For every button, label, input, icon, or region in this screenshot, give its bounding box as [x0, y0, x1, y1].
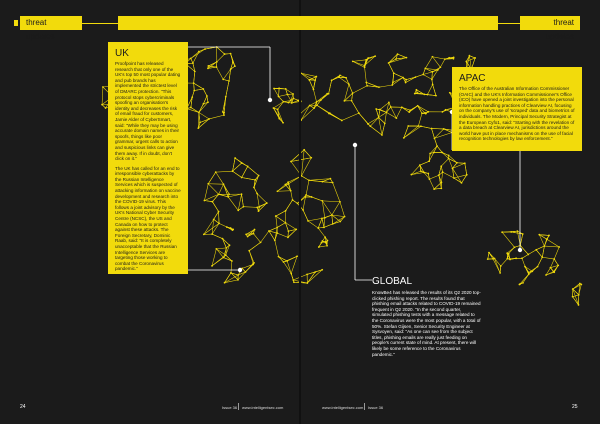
uk-paragraph-1: Proofpoint has released research that only one of the UK's top 50 most popular dating and pub brands has implemented the strictest level of DMARC protection. "This protocol stops cybercriminals spoofing an organisation's identity and decreases the risk of email fraud for customers, Jamie Alder of CyberSmart, said: "While they may be using accurate domain names in their spoofs, things like poor grammar, urgent calls to action and suspicious links can give them away. If in doubt, don't click on it.": [115, 61, 181, 162]
footer-divider-right: [364, 403, 365, 410]
header-rule-right: [498, 23, 520, 24]
apac-paragraph: The Office of the Australian Information Commissioner (OAIC) and the UK's Information Commissioner's Office (ICO) have opened a joint investigation into the personal information handling practices of Clearview AI, focusing on the company's use of 'scraped' data and biometrics of individuals. The Modern, Principal Security Strategist at the European Cyfo1, said: "Starting with the revelation of a data breach at Clearview AI, jurisdictions around the world have put in place mechanisms on the use of facial recognition technologies by law enforcement.": [459, 86, 575, 142]
global-heading: GLOBAL: [372, 276, 413, 287]
footer-divider-left: [238, 403, 239, 410]
header-rule-left: [82, 23, 118, 24]
page-number-right: 25: [572, 404, 578, 410]
header-bar: [118, 16, 498, 30]
uk-paragraph-2: The UK has called for an end to irresponsible cyberattacks by the Russian Intelligence Services which is suspected of attacking information on vaccine development and research into the COVID-19 virus. This follows a joint advisory by the UK's National Cyber Security Centre (NCSC), the US and Canada on how to protect against these attacks. The Foreign Secretary, Dominic Raab, said: "It is completely unacceptable that the Russian Intelligence Services are targeting those working to combat the Coronavirus pandemic.": [115, 165, 181, 272]
section-tab-right: threat updates: [520, 16, 580, 30]
global-section: [372, 276, 482, 357]
uk-callout: [108, 42, 188, 274]
footer-issue-left: Issue 36: [222, 405, 238, 410]
apac-heading: APAC: [459, 73, 486, 84]
global-paragraph: KnowBe4 has released the results of its Q2 2020 top-clicked phishing report. The results found that phishing email attacks related to COVID-19 remained frequent in Q2 2020. "In the second quarter, simulated phishing tests with a message related to the Coronavirus were the most popular, with a total of 50%. Stefan Gijsen, Senior Security Engineer at Sysvoyen, said: "As one can see from the subject titles, phishing emails are really just feeding on people's current state of mind. At present, there will likely be some reference to the Coronavirus pandemic.": [372, 290, 481, 357]
footer-url-right: www.intelligentsec.com: [322, 405, 364, 410]
footer-issue-right: Issue 36: [368, 405, 384, 410]
page-gutter: [299, 0, 301, 424]
footer-url-left: www.intelligentsec.com: [242, 405, 284, 410]
section-tab-left: threat updates: [20, 16, 82, 30]
uk-heading: UK: [115, 48, 129, 59]
page-number-left: 24: [20, 404, 26, 410]
apac-callout: [452, 67, 582, 151]
